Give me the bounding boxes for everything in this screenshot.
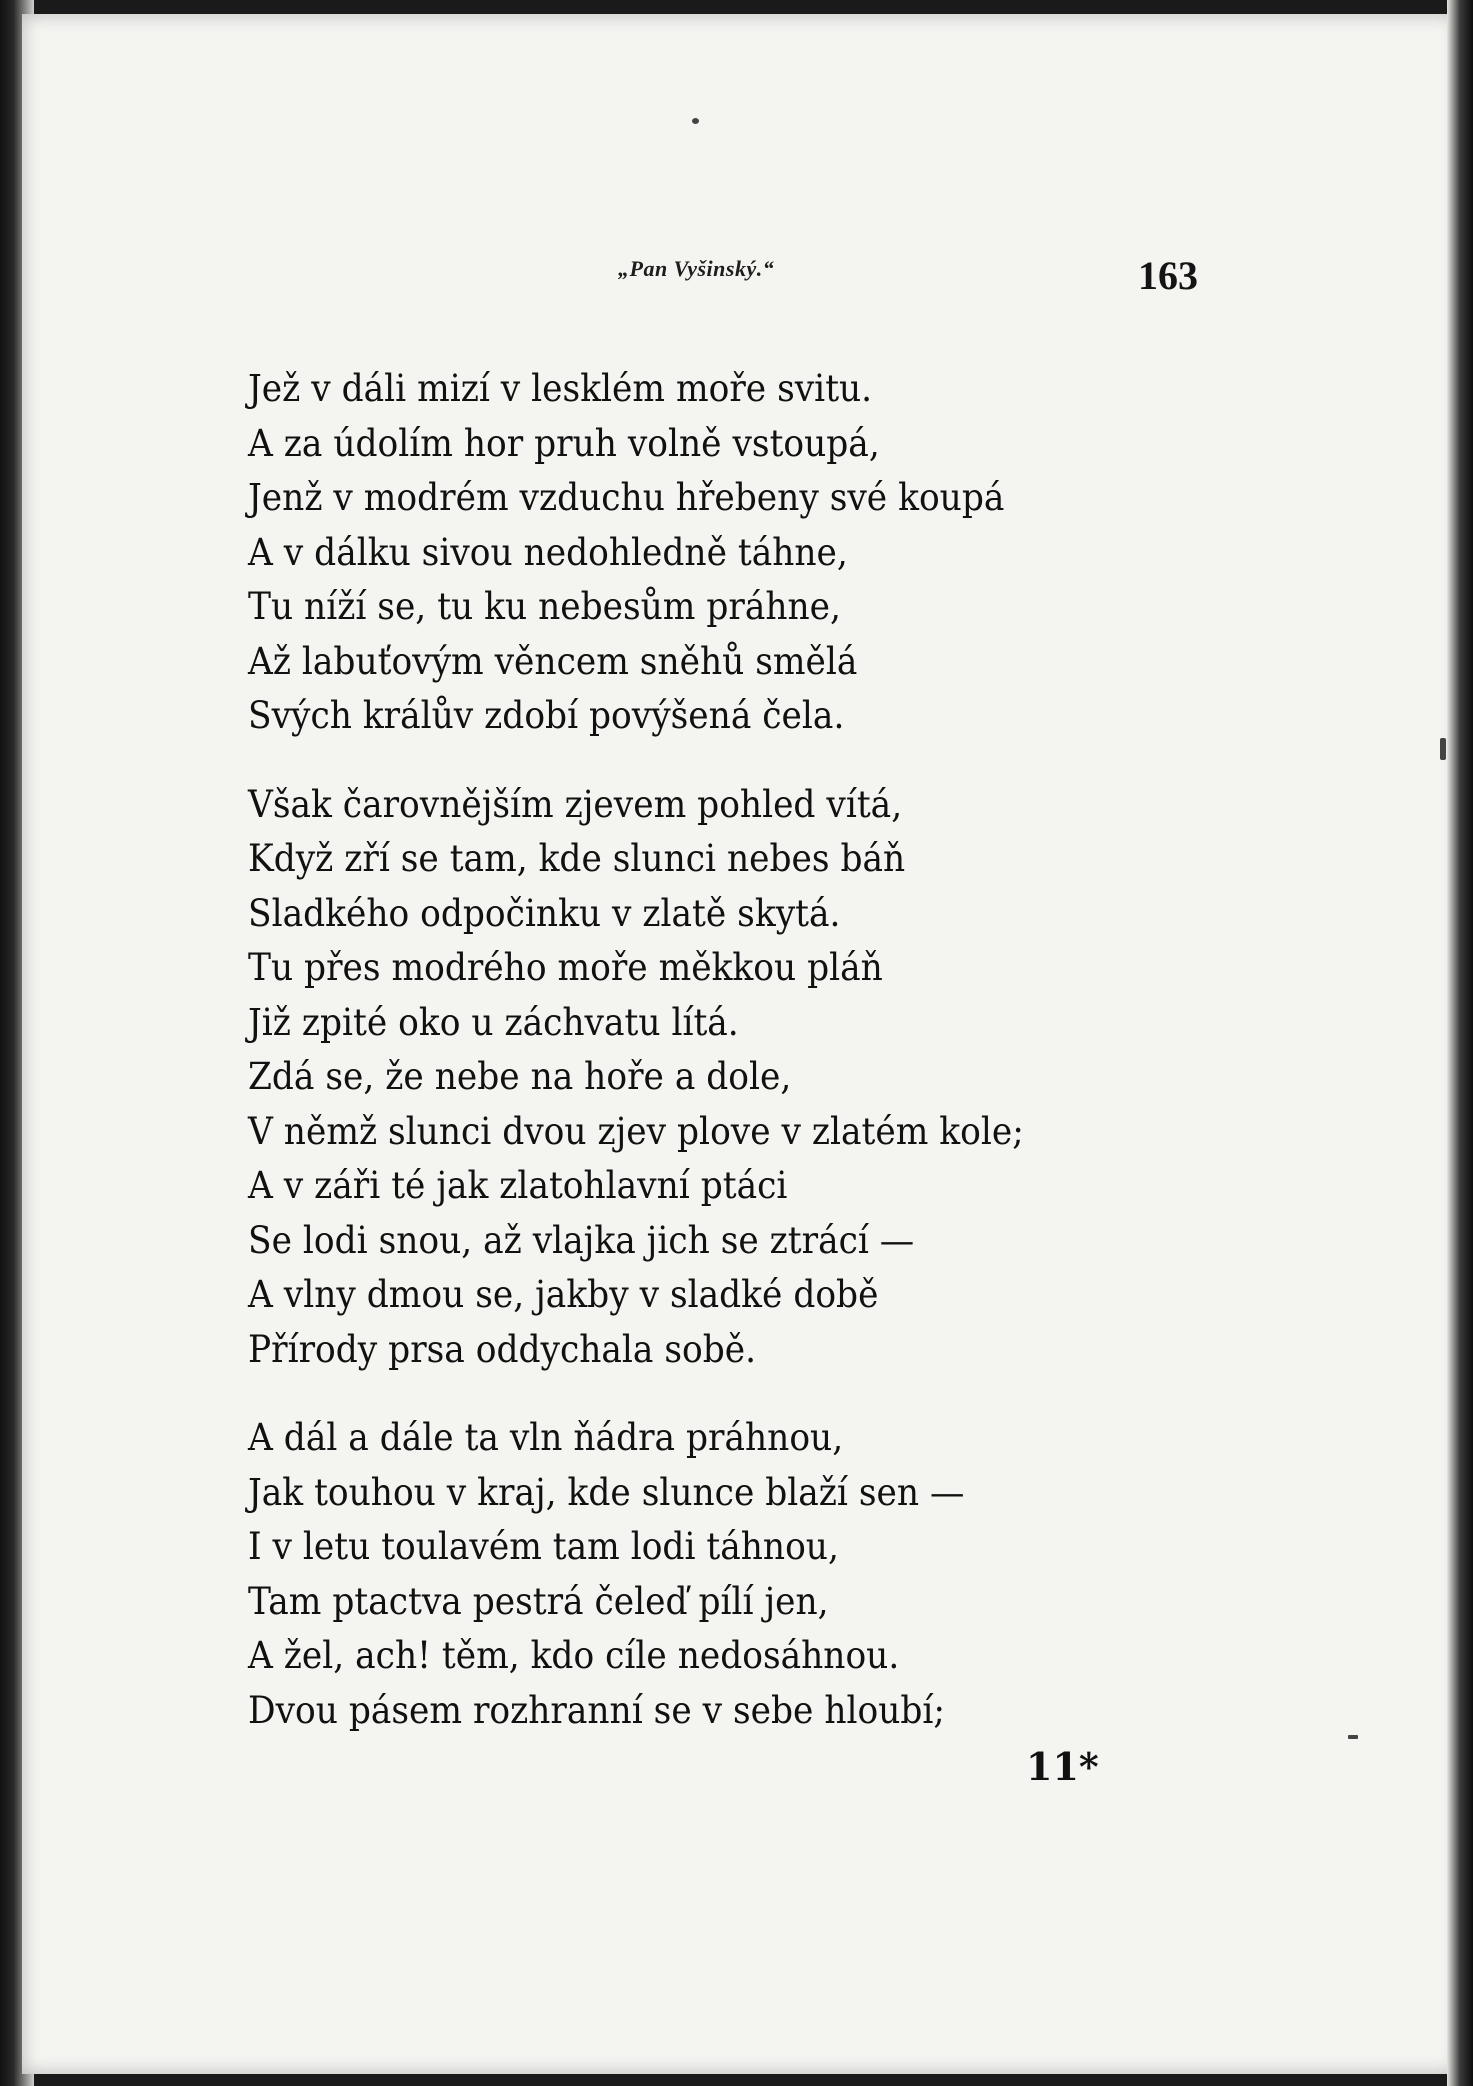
- page-number: 163: [1138, 253, 1198, 298]
- poem-line: Když zří se tam, kde slunci nebes báň: [248, 837, 906, 880]
- ink-speck: [1348, 1735, 1358, 1739]
- poem-line: Až labuťovým věncem sněhů smělá: [248, 639, 858, 683]
- poem-line: Jenž v modrém vzduchu hřebeny své koupá: [248, 476, 1005, 519]
- poem-line: Sladkého odpočinku v zlatě skytá.: [248, 891, 841, 935]
- poem-line: A za údolím hor pruh volně vstoupá,: [248, 421, 880, 465]
- poem-line: Přírody prsa oddychala sobě.: [248, 1327, 757, 1371]
- poem-line: Dvou pásem rozhranní se v sebe hloubí;: [248, 1688, 946, 1732]
- poem-line: Již zpité oko u záchvatu lítá.: [248, 1000, 739, 1044]
- poem-line: I v letu toulavém tam lodi táhnou,: [248, 1525, 839, 1568]
- poem-line: Se lodi snou, až vlajka jich se ztrácí —: [248, 1218, 915, 1262]
- poem-line: Jež v dáli mizí v lesklém moře svitu.: [248, 367, 873, 410]
- poem-line: Zdá se, že nebe na hoře a dole,: [248, 1055, 792, 1098]
- stanza: [248, 1411, 1024, 1738]
- poem-line: A v dálku sivou nedohledně táhne,: [248, 530, 848, 574]
- poem-line: Tam ptactva pestrá čeleď pílí jen,: [248, 1579, 829, 1623]
- poem-line: A vlny dmou se, jakby v sladké době: [248, 1273, 879, 1316]
- poem-line: A žel, ach! těm, kdo cíle nedosáhnou.: [248, 1634, 900, 1677]
- poem-line: V němž slunci dvou zjev plove v zlatém kole;: [248, 1109, 1024, 1153]
- ink-speck: [1440, 738, 1446, 760]
- poem-line: Svých králův zdobí povýšená čela.: [248, 694, 845, 737]
- poem-text: [248, 362, 1024, 1738]
- poem-line: A v záři té jak zlatohlavní ptáci: [248, 1164, 788, 1207]
- poem-line: A dál a dále ta vln ňádra práhnou,: [248, 1416, 844, 1459]
- running-title: „Pan Vyšinský.“: [618, 256, 775, 281]
- page-edge-shadow: [1447, 0, 1473, 2086]
- stanza: [248, 778, 1024, 1378]
- poem-line: Jak touhou v kraj, kde slunce blaží sen —: [248, 1470, 965, 1514]
- poem-line: Tu přes modrého moře měkkou pláň: [248, 946, 883, 989]
- stanza: [248, 362, 1024, 744]
- poem-line: Tu níží se, tu ku nebesům práhne,: [248, 585, 841, 628]
- poem-line: Však čarovnějším zjevem pohled vítá,: [248, 782, 903, 826]
- ink-speck: [692, 118, 699, 124]
- signature-mark: 11*: [1026, 1744, 1099, 1789]
